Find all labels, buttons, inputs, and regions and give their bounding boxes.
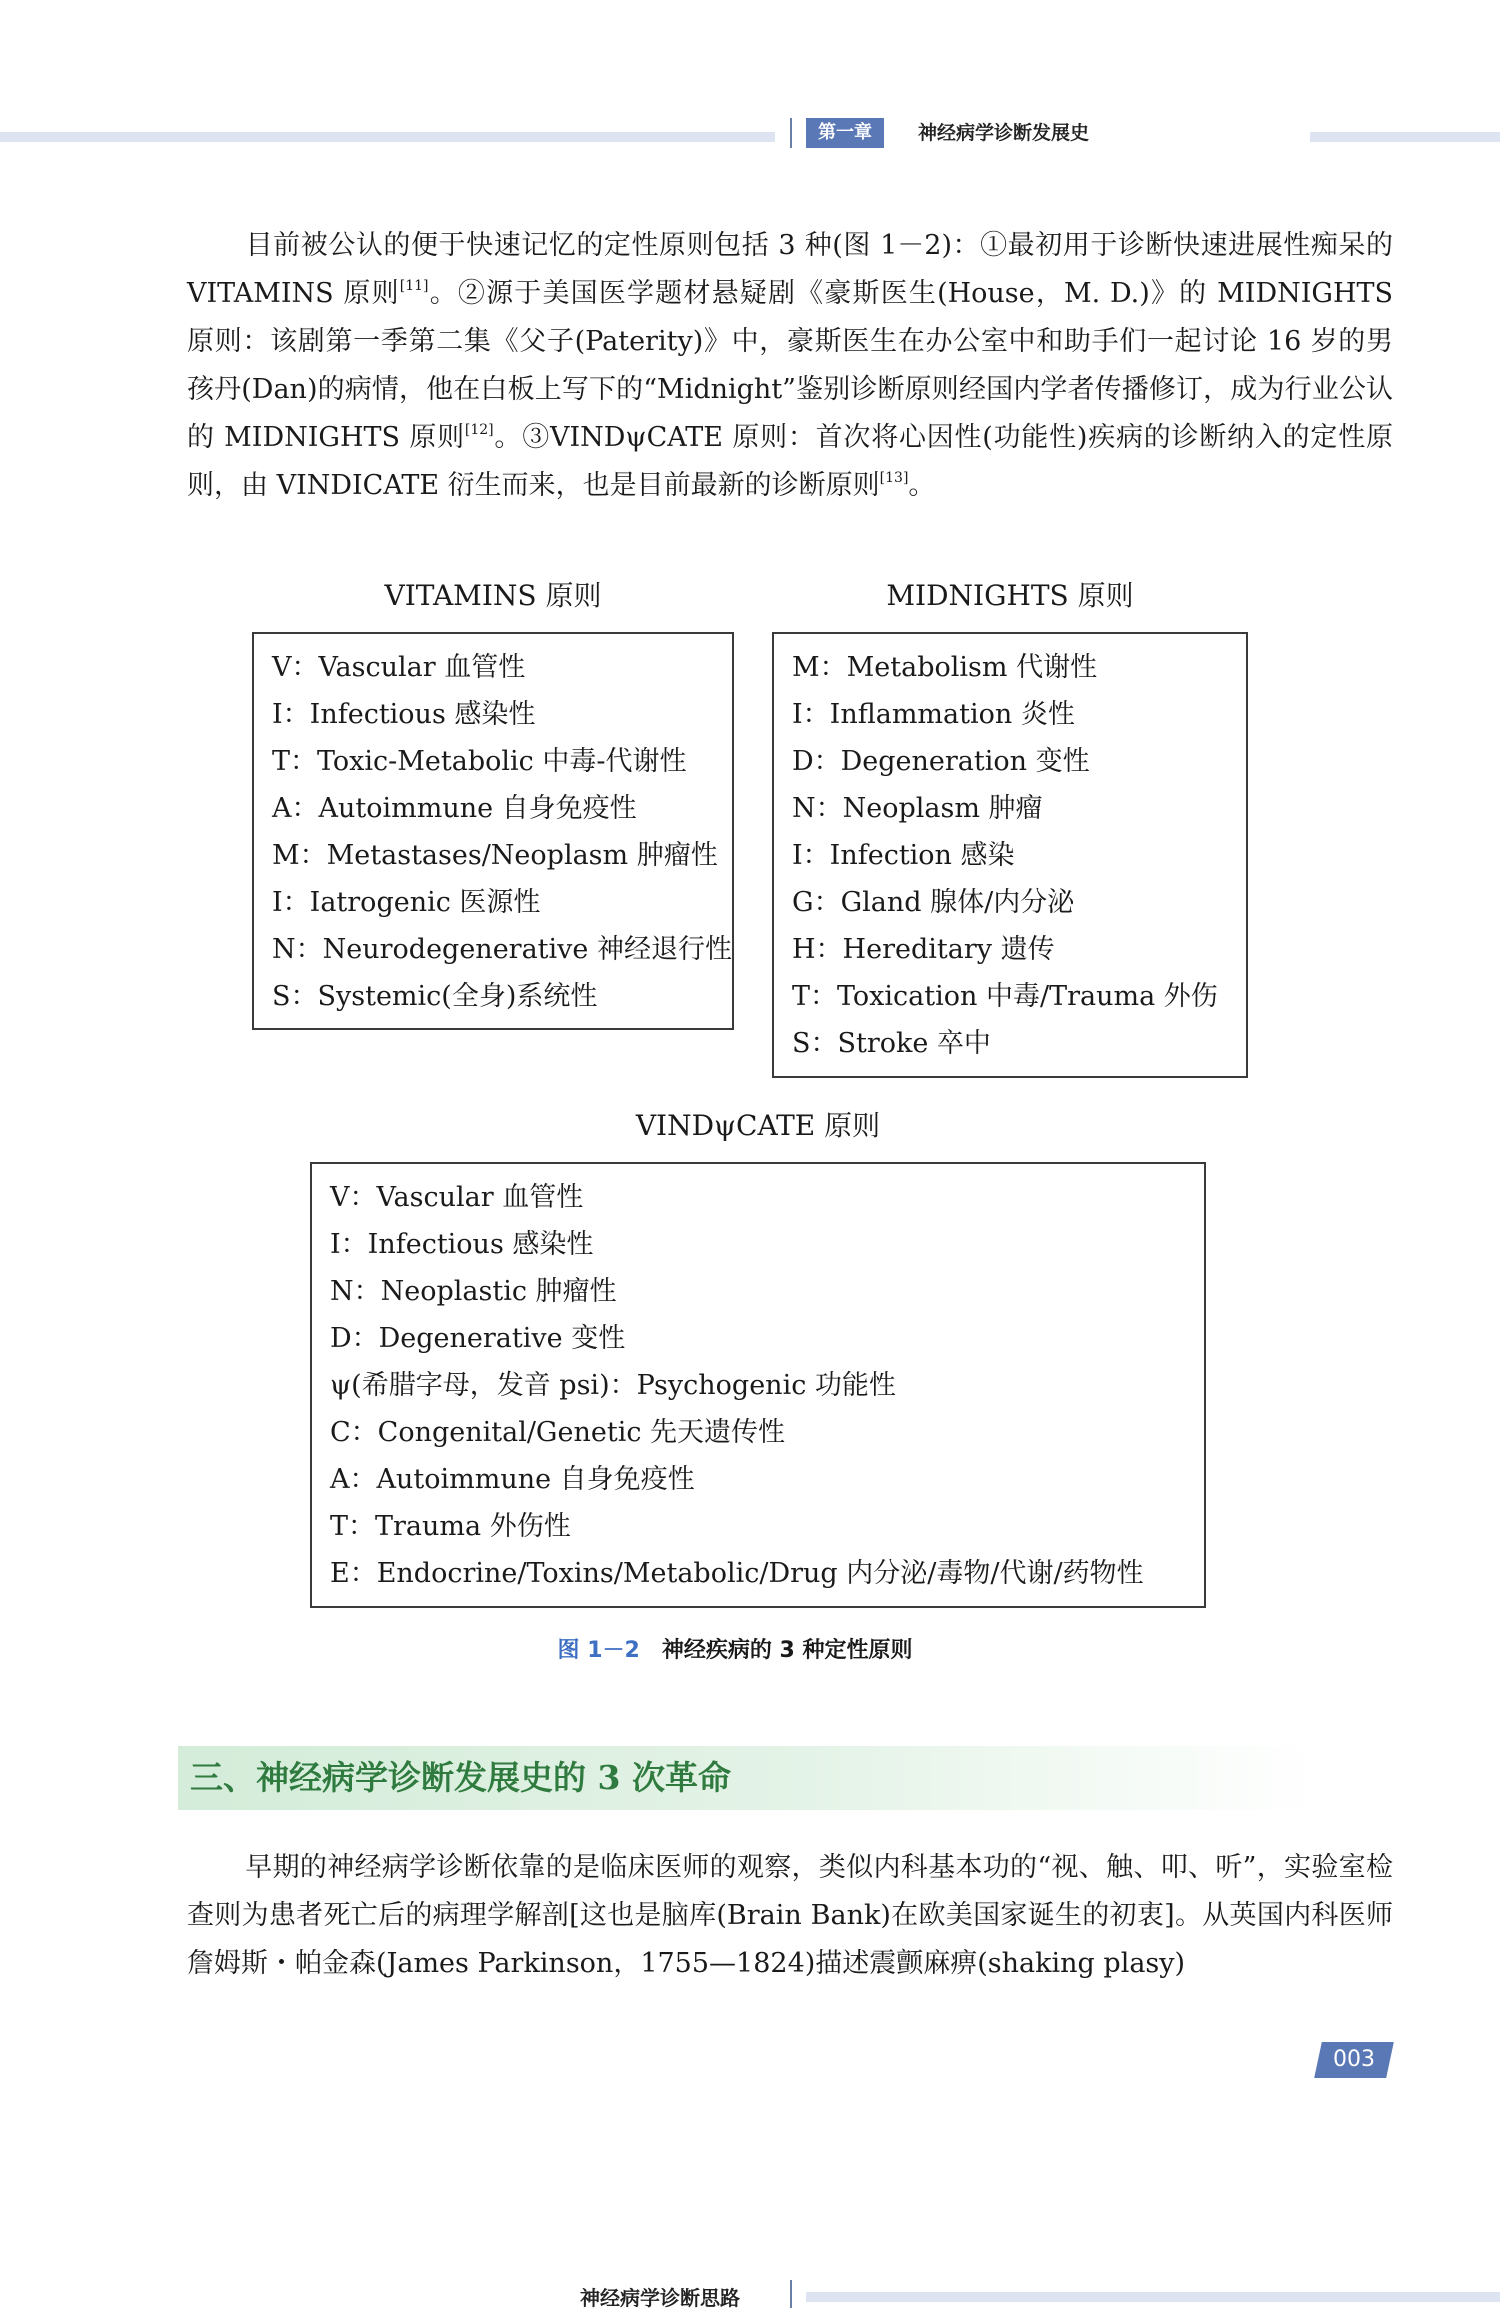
figure-number: 图 1－2 [557, 1638, 640, 1663]
list-item: S：Stroke 卒中 [792, 1028, 991, 1059]
list-item: I：Iatrogenic 医源性 [272, 887, 541, 918]
header-rule-left [0, 132, 775, 142]
vindpsicate-title: VINDψCATE 原则 [635, 1109, 881, 1142]
citation-ref: [12] [464, 422, 494, 438]
list-item: M：Metabolism 代谢性 [792, 652, 1098, 683]
list-item: T：Trauma 外伤性 [330, 1511, 571, 1542]
list-item: T：Toxic-Metabolic 中毒-代谢性 [272, 746, 687, 777]
figure-caption [0, 1633, 1470, 1664]
list-item: I：Infection 感染 [792, 840, 1015, 871]
vindpsicate-box [310, 1162, 1206, 1608]
list-item: D：Degeneration 变性 [792, 746, 1090, 777]
section-heading: 三、神经病学诊断发展史的 3 次革命 [190, 1758, 731, 1797]
history-paragraph: 早期的神经病学诊断依靠的是临床医师的观察，类似内科基本功的“视、触、叩、听”，实验室检查则为患者死亡后的病理学解剖[这也是脑库(Brain Bank)在欧美国家诞生的初衷]。从英国内科医师詹姆斯・帕金森(James Parkinson，1755—1824)描述震颤麻痹(shaking plasy) [187, 1852, 1393, 1979]
footer-separator [790, 2280, 792, 2308]
list-item: V：Vascular 血管性 [330, 1182, 584, 1213]
citation-ref: [11] [399, 278, 429, 294]
chapter-tag: 第一章 [806, 118, 884, 148]
vitamins-title: VITAMINS 原则 [384, 579, 602, 612]
midnights-title: MIDNIGHTS 原则 [886, 579, 1134, 612]
footer-rule [806, 2292, 1500, 2302]
list-item: S：Systemic(全身)系统性 [272, 981, 598, 1012]
list-item: N：Neoplastic 肿瘤性 [330, 1276, 617, 1307]
list-item: D：Degenerative 变性 [330, 1323, 626, 1354]
footer-book-title: 神经病学诊断思路 [580, 2286, 740, 2310]
list-item: I：Infectious 感染性 [272, 699, 536, 730]
list-item: H：Hereditary 遗传 [792, 934, 1055, 965]
midnights-box [772, 632, 1248, 1078]
list-item: M：Metastases/Neoplasm 肿瘤性 [272, 840, 718, 871]
list-item: A：Autoimmune 自身免疫性 [272, 793, 637, 824]
citation-ref: [13] [879, 470, 909, 486]
list-item: E：Endocrine/Toxins/Metabolic/Drug 内分泌/毒物/代谢/药物性 [330, 1558, 1144, 1589]
list-item: A：Autoimmune 自身免疫性 [330, 1464, 695, 1495]
list-item: N：Neoplasm 肿瘤 [792, 793, 1043, 824]
chapter-title: 神经病学诊断发展史 [918, 122, 1090, 144]
list-item: N：Neurodegenerative 神经退行性 [272, 934, 732, 965]
page-number-badge [1314, 2042, 1394, 2078]
list-item: I：Infectious 感染性 [330, 1229, 594, 1260]
figure-caption-text: 神经疾病的 3 种定性原则 [661, 1638, 913, 1663]
header-rule-right [1310, 132, 1500, 142]
list-item: V：Vascular 血管性 [272, 652, 526, 683]
vitamins-box [252, 632, 734, 1030]
list-item: G：Gland 腺体/内分泌 [792, 887, 1075, 918]
list-item: ψ(希腊字母，发音 psi)：Psychogenic 功能性 [330, 1370, 896, 1401]
list-item: I：Inflammation 炎性 [792, 699, 1075, 730]
list-item: C：Congenital/Genetic 先天遗传性 [330, 1417, 786, 1448]
header-separator [790, 118, 792, 148]
intro-paragraph: 目前被公认的便于快速记忆的定性原则包括 3 种(图 1－2)：①最初用于诊断快速进展性痴呆的 VITAMINS 原则[11]。②源于美国医学题材悬疑剧《豪斯医生(House，M. D.)》的 MIDNIGHTS 原则：该剧第一季第二集《父子(Paterity)》中，豪斯医生在办公室中和助手们一起讨论 16 岁的男孩丹(Dan)的病情，他在白板上写下的“Midnight”鉴别诊断原则经国内学者传播修订，成为行业公认的 MIDNIGHTS 原则[12]。③VINDψCATE 原则：首次将心因性(功能性)疾病的诊断纳入的定性原则，由 VINDICATE 衍生而来，也是目前最新的诊断原则[13]。 [187, 230, 1393, 501]
list-item: T：Toxication 中毒/Trauma 外伤 [792, 981, 1218, 1012]
page-number: 003 [1333, 2047, 1375, 2072]
